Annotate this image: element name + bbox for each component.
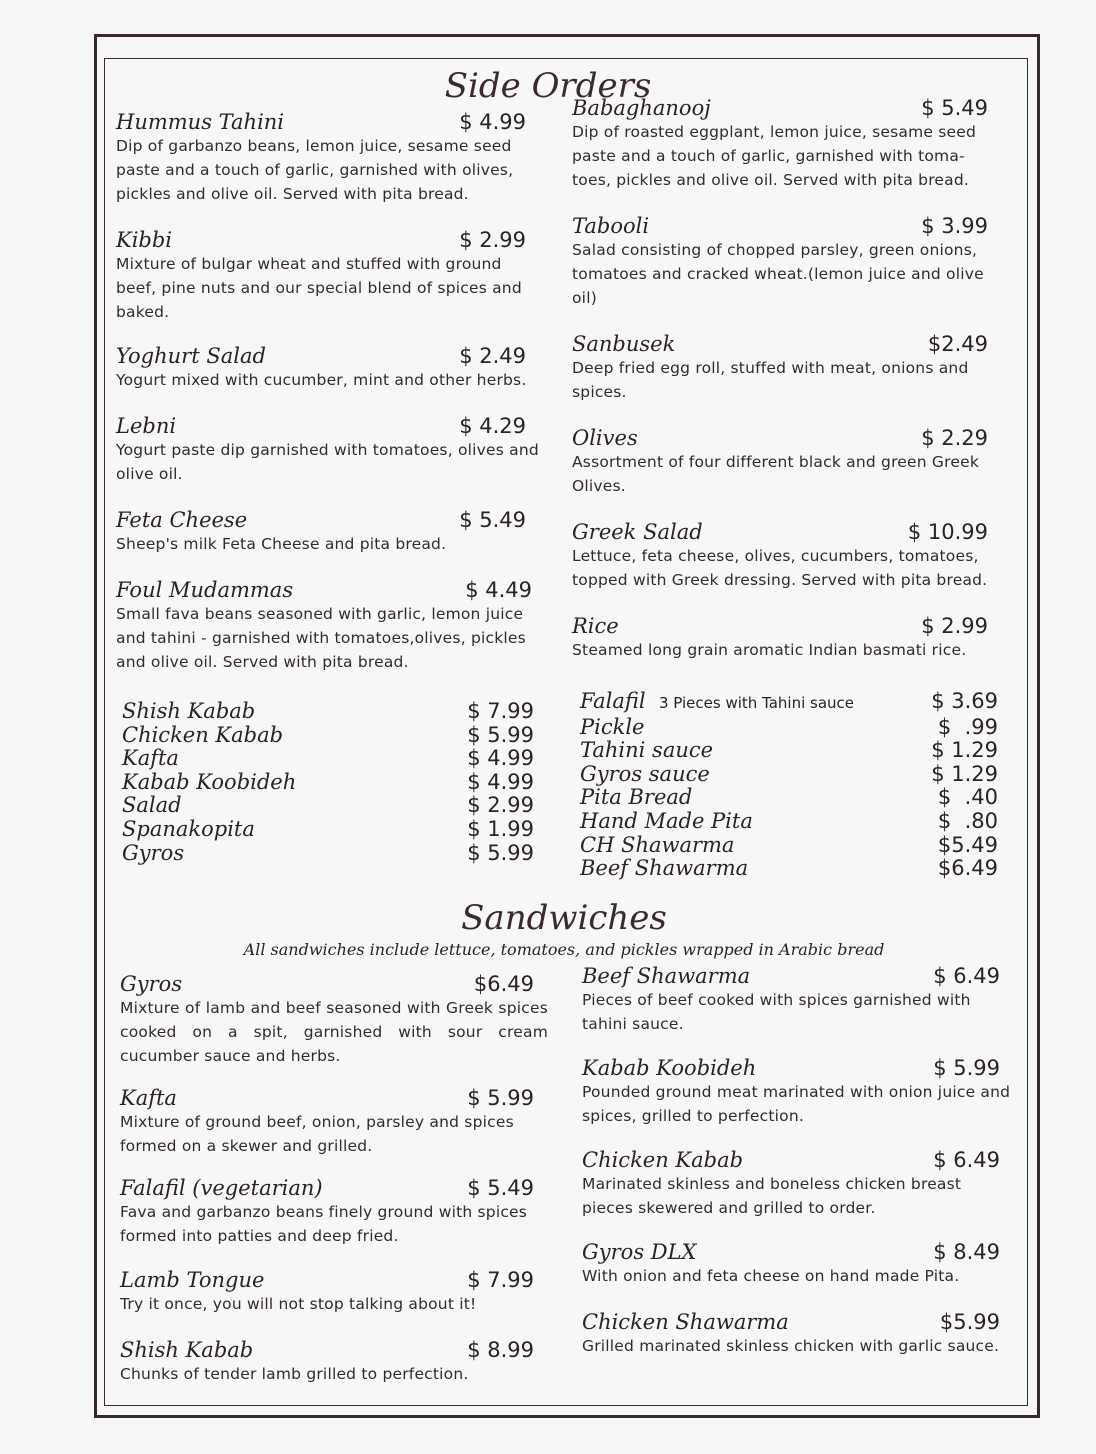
- item-description: Mixture of lamb and beef seasoned with Greek spices cooked on a spit, garnished with sour cream cucumber sauce and herbs.: [120, 999, 548, 1065]
- menu-item: [116, 578, 546, 674]
- list-item: [122, 700, 534, 724]
- item-price: $ 5.49: [921, 96, 988, 120]
- item-name: Greek Salad: [572, 520, 703, 544]
- item-price: $ 8.99: [467, 1338, 534, 1362]
- item-price: $ 5.99: [467, 840, 534, 865]
- list-item: [122, 724, 534, 748]
- menu-item: [572, 214, 1000, 310]
- list-item: [122, 842, 534, 866]
- item-name: Sanbusek: [572, 332, 676, 356]
- item-description: Marinated skinless and boneless chicken breast pieces skewered and grilled to order.: [582, 1175, 962, 1217]
- item-description: Fava and garbanzo beans finely ground with spices formed into patties and deep fried.: [120, 1203, 528, 1245]
- item-description: Yogurt paste dip garnished with tomatoes, olives and olive oil.: [116, 441, 539, 483]
- item-price: $ 5.49: [467, 1176, 534, 1200]
- item-name: Rice: [572, 614, 619, 638]
- item-name: Shish Kabab: [120, 1338, 254, 1362]
- item-price: $ 2.49: [459, 344, 526, 368]
- item-price: $2.49: [927, 332, 988, 356]
- side-orders-title: Side Orders: [444, 66, 652, 106]
- menu-item: [572, 96, 1000, 192]
- list-item: [580, 810, 998, 834]
- item-name: Hand Made Pita: [580, 808, 753, 833]
- item-description: Yogurt mixed with cucumber, mint and other herbs.: [116, 371, 527, 389]
- list-item: [122, 771, 534, 795]
- item-name: Beef Shawarma: [580, 856, 749, 881]
- list-item: [122, 747, 534, 771]
- item-price: $ 8.49: [933, 1240, 1000, 1264]
- menu-item: [572, 520, 1000, 592]
- item-price: $ 3.99: [921, 214, 988, 238]
- item-name: Salad: [122, 793, 182, 818]
- item-name: Spanakopita: [122, 816, 255, 841]
- item-price: $ .40: [937, 785, 998, 810]
- item-name: Shish Kabab: [122, 699, 256, 723]
- list-item: [580, 739, 998, 763]
- item-price: $ 2.99: [459, 228, 526, 252]
- menu-item: [582, 1310, 1016, 1358]
- item-description: Try it once, you will not stop talking about it!: [120, 1295, 477, 1313]
- item-price: $ 7.99: [467, 1268, 534, 1292]
- item-name: Olives: [572, 426, 638, 450]
- item-description: Salad consisting of chopped parsley, green onions, tomatoes and cracked wheat.(lemon juice and olive oil): [572, 241, 984, 307]
- item-name: Pita Bread: [580, 785, 693, 810]
- item-description: Assortment of four different black and green Greek Olives.: [572, 453, 980, 495]
- item-name: Hummus Tahini: [116, 110, 285, 134]
- list-item: [580, 690, 998, 716]
- item-description: Mixture of bulgar wheat and stuffed with ground beef, pine nuts and our special blend of spices and baked.: [116, 255, 522, 321]
- item-description: Pounded ground meat marinated with onion juice and spices, grilled to perfection.: [582, 1083, 1011, 1125]
- side-extras-left-list: [122, 700, 534, 865]
- list-item: [122, 818, 534, 842]
- menu-item: [582, 1148, 1016, 1220]
- item-name: Kafta: [120, 1086, 177, 1110]
- menu-item: [120, 1176, 548, 1248]
- item-price: $ 4.99: [459, 110, 526, 134]
- item-name: Lebni: [116, 414, 177, 438]
- menu-item: [582, 1056, 1016, 1128]
- item-description: Dip of roasted eggplant, lemon juice, sesame seed paste and a touch of garlic, garnished with toma-toes, pickles and olive oil. Served with pita bread.: [572, 123, 977, 189]
- list-item: [122, 794, 534, 818]
- item-name: Gyros: [120, 972, 183, 996]
- item-description: Grilled marinated skinless chicken with garlic sauce.: [582, 1337, 1000, 1355]
- item-price: $6.49: [473, 972, 534, 996]
- item-name: Tahini sauce: [580, 738, 714, 763]
- menu-item: [120, 972, 548, 1068]
- item-name: Falafil: [580, 689, 646, 713]
- menu-item: [572, 332, 1000, 404]
- item-price: $ 5.99: [467, 722, 534, 747]
- menu-item: [120, 1086, 548, 1158]
- item-description: Deep fried egg roll, stuffed with meat, onions and spices.: [572, 359, 969, 401]
- item-price: $ 2.99: [921, 614, 988, 638]
- item-price: $ 4.99: [467, 769, 534, 794]
- item-name: Beef Shawarma: [582, 964, 751, 988]
- list-item: [580, 716, 998, 740]
- item-price: $ 1.29: [931, 738, 998, 763]
- item-price: $ 1.29: [931, 761, 998, 786]
- sandwiches-title: Sandwiches: [461, 898, 667, 938]
- menu-item: [120, 1338, 548, 1386]
- item-price: $5.49: [937, 832, 998, 857]
- item-price: $ 6.49: [933, 1148, 1000, 1172]
- menu-item: [116, 344, 540, 392]
- item-name: Falafil (vegetarian): [120, 1176, 323, 1200]
- menu-item: [116, 110, 540, 206]
- item-description: Dip of garbanzo beans, lemon juice, sesame seed paste and a touch of garlic, garnished with olives, pickles and olive oil. Served with pita bread.: [116, 137, 514, 203]
- item-description: Chunks of tender lamb grilled to perfection.: [120, 1365, 469, 1383]
- item-name: Gyros DLX: [582, 1240, 697, 1264]
- side-extras-right-list: [580, 690, 998, 881]
- item-description: With onion and feta cheese on hand made Pita.: [582, 1267, 960, 1285]
- item-price: $ 4.29: [459, 414, 526, 438]
- item-price: $ 5.99: [933, 1056, 1000, 1080]
- menu-item: [116, 414, 540, 486]
- item-description: Small fava beans seasoned with garlic, lemon juice and tahini - garnished with tomatoes,olives, pickles and olive oil. Served with pita bread.: [116, 605, 526, 671]
- item-name: Yoghurt Salad: [116, 344, 266, 368]
- item-price: $ 5.49: [459, 508, 526, 532]
- item-name: Kabab Koobideh: [582, 1056, 757, 1080]
- item-name: Kabab Koobideh: [122, 769, 297, 794]
- list-item: [580, 786, 998, 810]
- item-price: $ 2.99: [467, 793, 534, 818]
- item-price: $5.99: [939, 1310, 1000, 1334]
- item-description: Steamed long grain aromatic Indian basmati rice.: [572, 641, 967, 659]
- item-name: Chicken Kabab: [582, 1148, 744, 1172]
- item-price: $ 4.99: [467, 746, 534, 771]
- item-price: $ 10.99: [907, 520, 988, 544]
- menu-item: [572, 426, 1000, 498]
- item-name: Kibbi: [116, 228, 173, 252]
- item-name: Pickle: [580, 714, 645, 739]
- item-name: Chicken Kabab: [122, 722, 284, 747]
- item-price: $ .99: [937, 714, 998, 739]
- list-item: [580, 763, 998, 787]
- menu-item: [116, 228, 540, 324]
- menu-item: [116, 508, 540, 556]
- item-note: 3 Pieces with Tahini sauce: [658, 694, 855, 712]
- item-name: Tabooli: [572, 214, 650, 238]
- item-price: $ 5.99: [467, 1086, 534, 1110]
- item-name: Foul Mudammas: [116, 578, 294, 602]
- item-name: CH Shawarma: [580, 832, 735, 857]
- menu-item: [572, 614, 1000, 662]
- item-name: Feta Cheese: [116, 508, 248, 532]
- item-name: Babaghanooj: [572, 96, 711, 120]
- item-price: $ 7.99: [467, 699, 534, 723]
- menu-item: [120, 1268, 548, 1316]
- item-description: Lettuce, feta cheese, olives, cucumbers, tomatoes, topped with Greek dressing. Served with pita bread.: [572, 547, 988, 589]
- item-name: Gyros sauce: [580, 761, 710, 786]
- item-description: Sheep's milk Feta Cheese and pita bread.: [116, 535, 447, 553]
- item-price: $ 2.29: [921, 426, 988, 450]
- item-price: $ 4.49: [465, 578, 532, 602]
- item-price: $6.49: [937, 856, 998, 881]
- item-description: Mixture of ground beef, onion, parsley and spices formed on a skewer and grilled.: [120, 1113, 514, 1155]
- sandwiches-subtitle: All sandwiches include lettuce, tomatoes, and pickles wrapped in Arabic bread: [243, 940, 885, 959]
- item-price: $ 3.69: [931, 689, 998, 713]
- list-item: [580, 857, 998, 881]
- item-name: Gyros: [122, 840, 185, 865]
- item-price: $ .80: [937, 808, 998, 833]
- menu-item: [582, 1240, 1016, 1288]
- item-name: Chicken Shawarma: [582, 1310, 789, 1334]
- item-description: Pieces of beef cooked with spices garnished with tahini sauce.: [582, 991, 971, 1033]
- item-price: $ 1.99: [467, 816, 534, 841]
- item-name: Lamb Tongue: [120, 1268, 265, 1292]
- item-price: $ 6.49: [933, 964, 1000, 988]
- list-item: [580, 834, 998, 858]
- item-name: Kafta: [122, 746, 179, 771]
- menu-item: [582, 964, 1016, 1036]
